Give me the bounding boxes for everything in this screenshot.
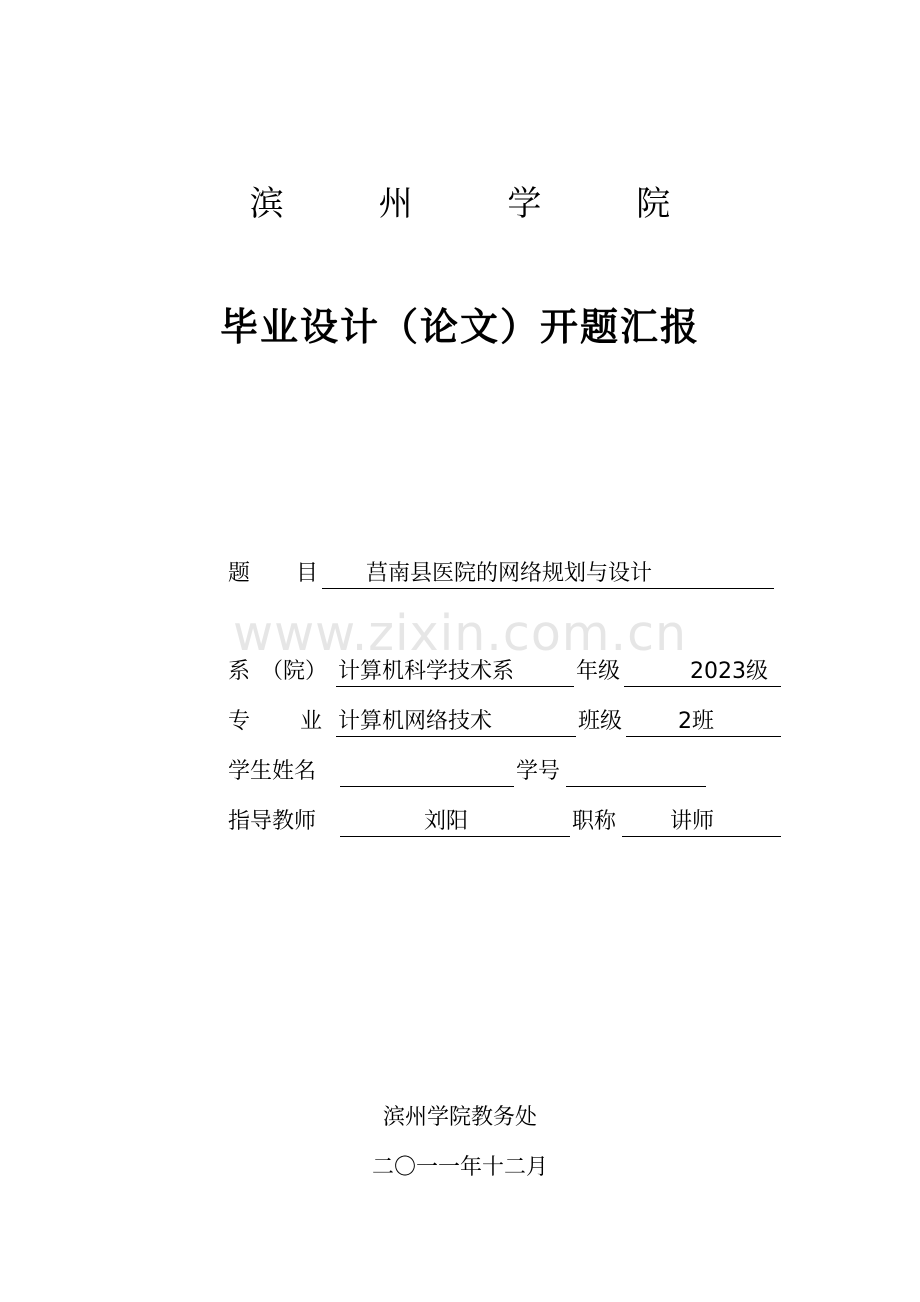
issue-date: 二〇一一年十二月 <box>371 1155 548 1180</box>
document-title: 毕业设计（论文）开题汇报 <box>219 305 700 349</box>
topic-value: 莒南县医院的网络规划与设计 <box>366 561 653 586</box>
advisor-field <box>340 808 570 837</box>
advisor-label: 指导教师 <box>228 809 317 834</box>
grade-value: 2023级 <box>690 659 768 684</box>
topic-field <box>322 560 774 589</box>
issuing-office: 滨州学院教务处 <box>382 1105 537 1130</box>
school-name: 滨 州 学 院 <box>249 184 713 224</box>
student-name-label: 学生姓名 <box>228 759 317 784</box>
rank-value: 讲师 <box>670 809 715 834</box>
student-name-field <box>340 758 514 787</box>
rank-field <box>622 808 781 837</box>
grade-label: 年级 <box>576 659 621 684</box>
class-field <box>626 708 781 737</box>
class-label: 班级 <box>578 709 623 734</box>
topic-label-2: 目 <box>296 561 319 586</box>
grade-field <box>624 658 781 687</box>
class-value: 2班 <box>678 709 714 734</box>
watermark: www.zixin.com.cn <box>233 605 688 662</box>
dept-value: 计算机科学技术系 <box>338 659 515 684</box>
major-label-1: 专 <box>228 709 251 734</box>
student-id-field <box>566 758 706 787</box>
major-value: 计算机网络技术 <box>338 709 493 734</box>
topic-label-1: 题 <box>228 561 251 586</box>
major-label-2: 业 <box>300 709 323 734</box>
dept-label: 系 （院） <box>228 659 328 684</box>
advisor-value: 刘阳 <box>424 809 469 834</box>
rank-label: 职称 <box>572 809 617 834</box>
major-field <box>336 708 576 737</box>
dept-field <box>336 658 574 687</box>
student-id-label: 学号 <box>516 759 561 784</box>
